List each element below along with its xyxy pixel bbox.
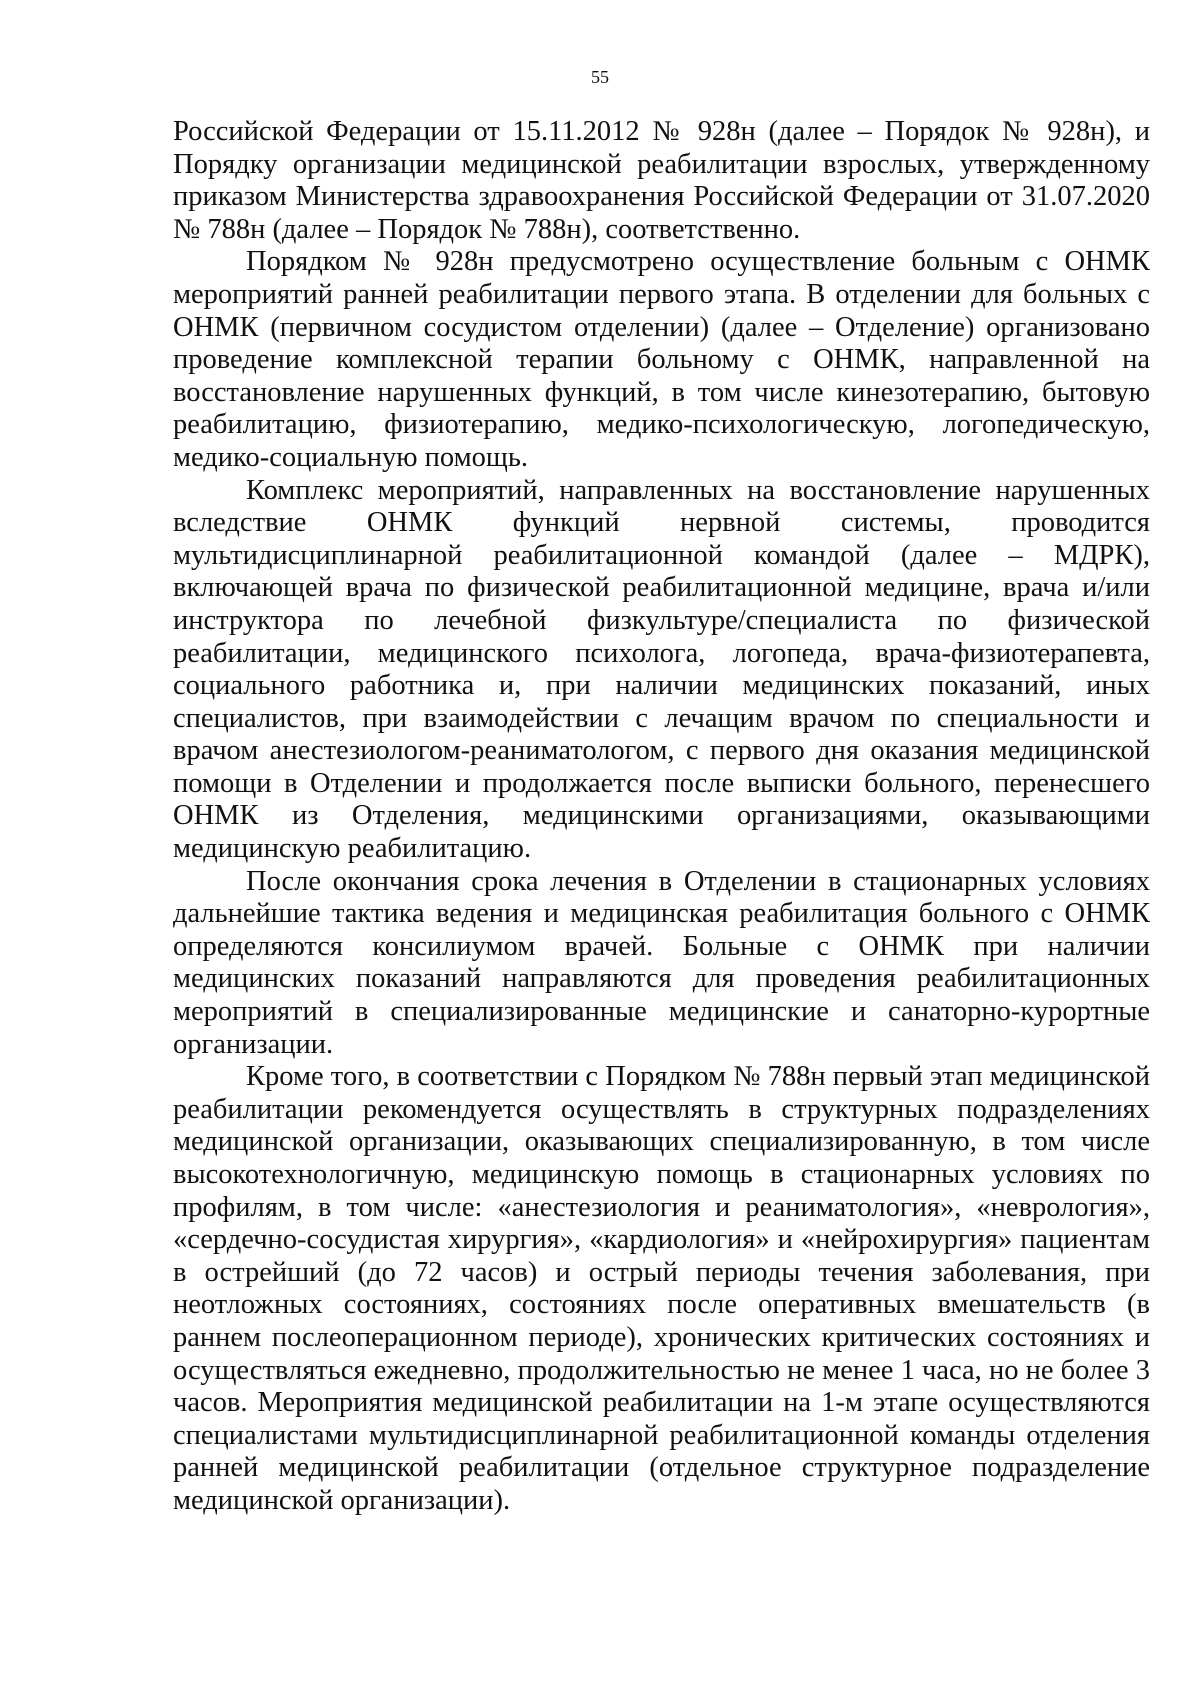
document-body: [173, 116, 1150, 1518]
page-number: 55: [591, 67, 609, 87]
paragraph-continuation: Российской Федерации от 15.11.2012 № 928н (далее – Порядок № 928н), и Порядку организации медицинской реабилитации взрослых, утвержденному приказом Министерства здравоохранения Российской Федерации от 31.07.2020 № 788н (далее – Порядок № 788н), соответственно.: [173, 116, 1150, 245]
paragraph-order-788n: Кроме того, в соответствии с Порядком № 788н первый этап медицинской реабилитации рекомендуется осуществлять в структурных подразделениях медицинской организации, оказывающих специализированную, в том числе высокотехнологичную, медицинскую помощь в стационарных условиях по профилям, в том числе: «анестезиология и реаниматология», «неврология», «сердечно-сосудистая хирургия», «кардиология» и «нейрохирургия» пациентам в острейший (до 72 часов) и острый периоды течения заболевания, при неотложных состояниях, состояниях после оперативных вмешательств (в раннем послеоперационном периоде), хронических критических состояниях и осуществляться ежедневно, продолжительностью не менее 1 часа, но не более 3 часов. Мероприятия медицинской реабилитации на 1-м этапе осуществляются специалистами мультидисциплинарной реабилитационной команды отделения ранней медицинской реабилитации (отдельное структурное подразделение медицинской организации).: [173, 1061, 1150, 1516]
paragraph-after-treatment: После окончания срока лечения в Отделении в стационарных условиях дальнейшие тактика ведения и медицинская реабилитация больного с ОНМК определяются консилиумом врачей. Больные с ОНМК при наличии медицинских показаний направляются для проведения реабилитационных мероприятий в специализированные медицинские и санаторно-курортные организации.: [173, 865, 1150, 1060]
paragraph-order-928n: Порядком № 928н предусмотрено осуществление больным с ОНМК мероприятий ранней реабилитации первого этапа. В отделении для больных с ОНМК (первичном сосудистом отделении) (далее – Отделение) организовано проведение комплексной терапии больному с ОНМК, направленной на восстановление нарушенных функций, в том числе кинезотерапию, бытовую реабилитацию, физиотерапию, медико-психологическую, логопедическую, медико-социальную помощь.: [173, 246, 1150, 473]
paragraph-rehabilitation-team: Комплекс мероприятий, направленных на восстановление нарушенных вследствие ОНМК функций нервной системы, проводится мультидисциплинарной реабилитационной командой (далее – МДРК), включающей врача по физической реабилитационной медицине, врача и/или инструктора по лечебной физкультуре/специалиста по физической реабилитации, медицинского психолога, логопеда, врача-физиотерапевта, социального работника и, при наличии медицинских показаний, иных специалистов, при взаимодействии с лечащим врачом по специальности и врачом анестезиологом-реаниматологом, с первого дня оказания медицинской помощи в Отделении и продолжается после выписки больного, перенесшего ОНМК из Отделения, медицинскими организациями, оказывающими медицинскую реабилитацию.: [173, 474, 1150, 865]
